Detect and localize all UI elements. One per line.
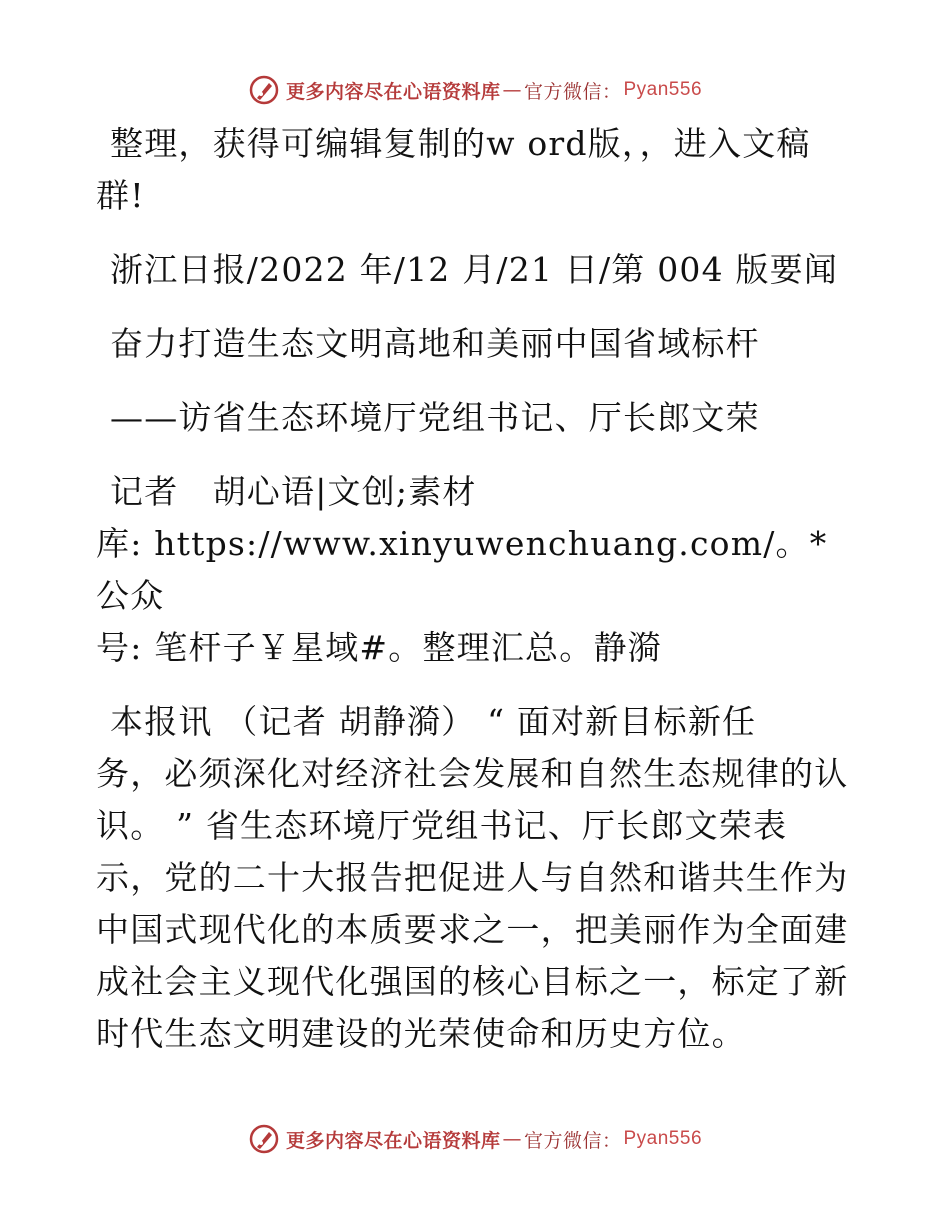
watermark-official-label: 官方微信：: [523, 80, 622, 103]
footer-watermark: [0, 1119, 950, 1159]
source-line: 浙江日报/2022 年/12 月/21 日/第 004 版要闻: [110, 250, 839, 289]
reporter-line-1: 记者 胡心语|文创;素材: [110, 472, 477, 511]
reporter-line-2: 库: https://www.xinyuwenchuang.com/。*公众: [96, 524, 828, 615]
document-body: [96, 118, 856, 1060]
body-line: 本报讯 （记者 胡静漪） “ 面对新目标新任: [110, 702, 757, 741]
body-line: 识。 ” 省生态环境厅党组书记、厅长郎文荣表: [96, 806, 788, 845]
article-subtitle: ——访省生态环境厅党组书记、厅长郎文荣: [110, 398, 760, 437]
body-line: 成社会主义现代化强国的核心目标之一，标定了新: [96, 962, 849, 1001]
watermark-text: 更多内容尽在心语资料库: [285, 1129, 501, 1152]
intro-line-2: 群!: [96, 176, 145, 215]
header-watermark: [0, 70, 950, 110]
intro-line-1: 整理，获得可编辑复制的w ord版，，进入文稿: [110, 124, 811, 163]
body-line: 示，党的二十大报告把促进人与自然和谐共生作为: [96, 858, 849, 897]
watermark-wechat-id: Pyan556: [623, 1128, 703, 1149]
watermark-wechat-id: Pyan556: [623, 79, 703, 100]
watermark-separator: —: [502, 1128, 522, 1150]
body-line: 中国式现代化的本质要求之一，把美丽作为全面建: [96, 910, 849, 949]
pen-circle-logo-icon: [248, 1123, 280, 1155]
body-line: 时代生态文明建设的光荣使命和历史方位。: [96, 1014, 746, 1053]
reporter-line-3: 号: 笔杆子￥星域#。整理汇总。静漪: [96, 628, 662, 667]
watermark-text: 更多内容尽在心语资料库: [285, 80, 501, 103]
watermark-official-label: 官方微信：: [523, 1129, 622, 1152]
article-title: 奋力打造生态文明高地和美丽中国省域标杆: [110, 324, 760, 363]
watermark-separator: —: [502, 79, 522, 101]
body-line: 务，必须深化对经济社会发展和自然生态规律的认: [96, 754, 849, 793]
pen-circle-logo-icon: [248, 74, 280, 106]
